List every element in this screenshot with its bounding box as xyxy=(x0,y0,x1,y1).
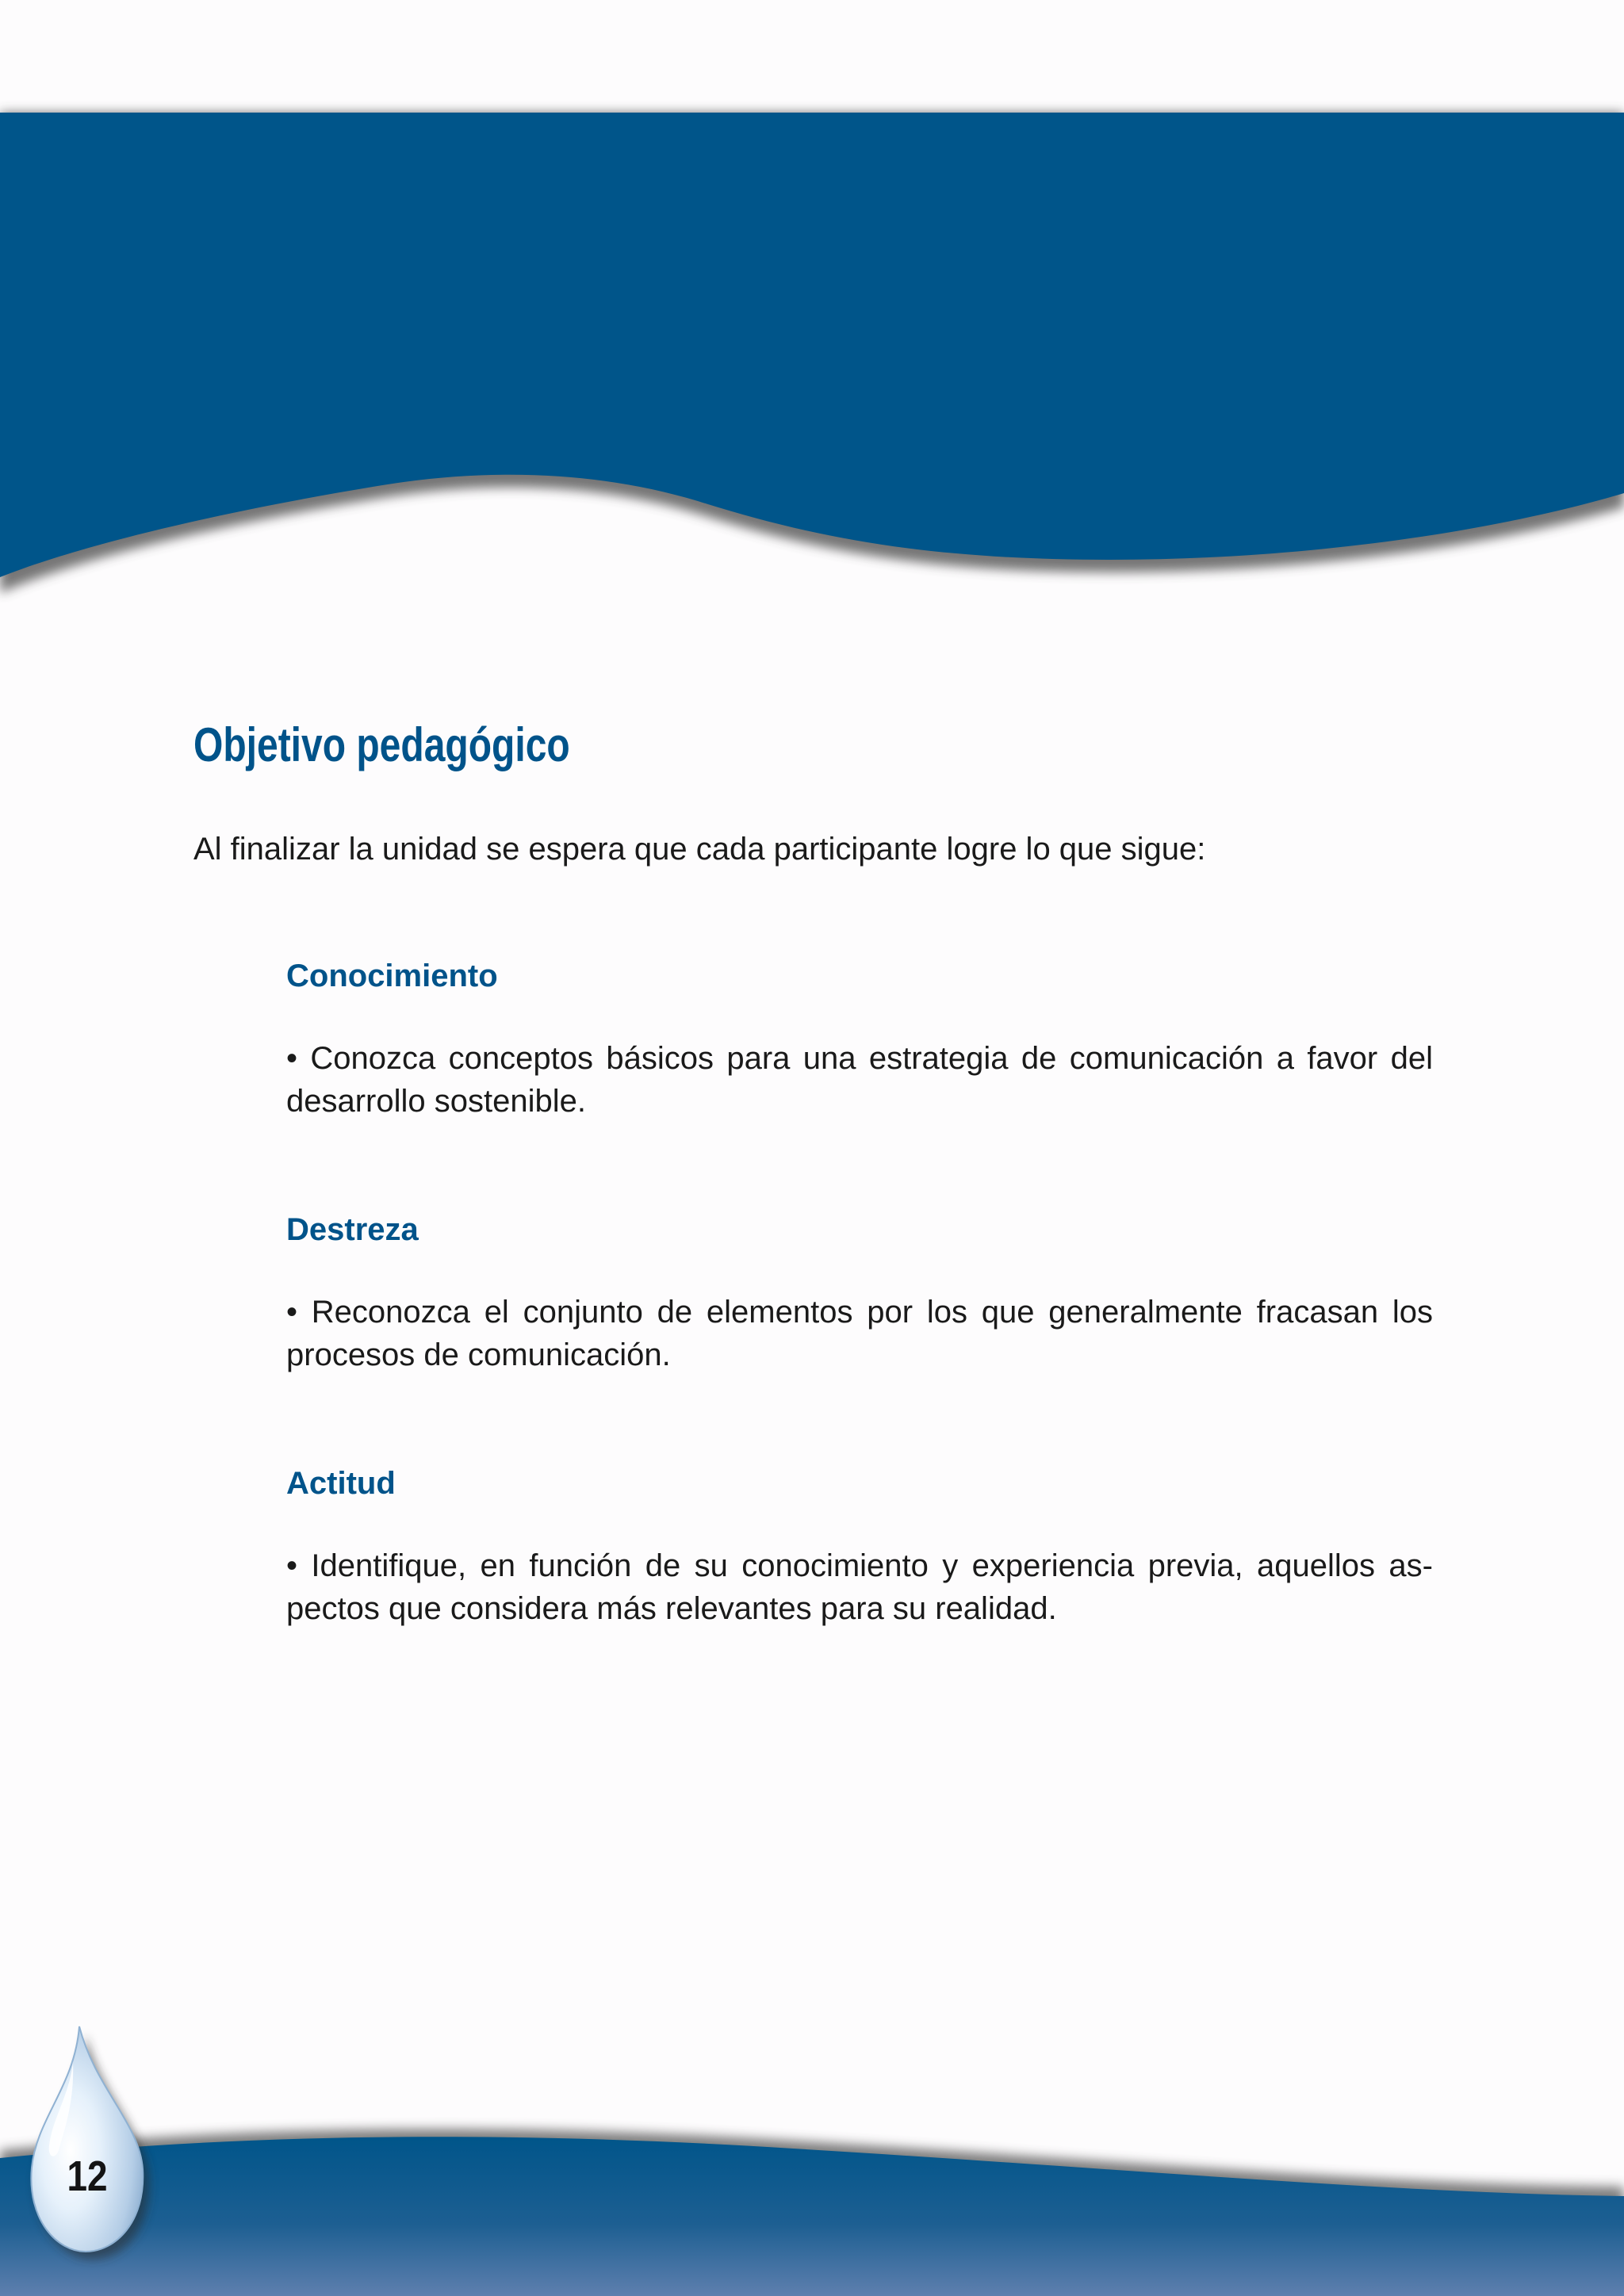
page-title: Objetivo pedagógico xyxy=(193,718,570,771)
section-bullet: • Identifique, en función de su conocimiento y experiencia previa, aquellos as-pectos que considera más relevantes para su realidad. xyxy=(286,1548,1433,1626)
section-conocimiento xyxy=(286,955,1433,1123)
section-bullet: • Conozca conceptos básicos para una estrategia de comunicación a favor del desarrollo sostenible. xyxy=(286,1041,1433,1119)
section-heading: Destreza xyxy=(286,1212,419,1247)
section-bullet: • Reconozca el conjunto de elementos por los que generalmente fracasan los procesos de comunicación. xyxy=(286,1295,1433,1372)
section-heading: Actitud xyxy=(286,1466,396,1501)
page-number: 12 xyxy=(67,2152,108,2200)
section-actitud xyxy=(286,1462,1433,1630)
section-heading: Conocimiento xyxy=(286,959,498,993)
intro-paragraph: Al finalizar la unidad se espera que cada participante logre lo que sigue: xyxy=(193,832,1206,867)
section-destreza xyxy=(286,1208,1433,1376)
